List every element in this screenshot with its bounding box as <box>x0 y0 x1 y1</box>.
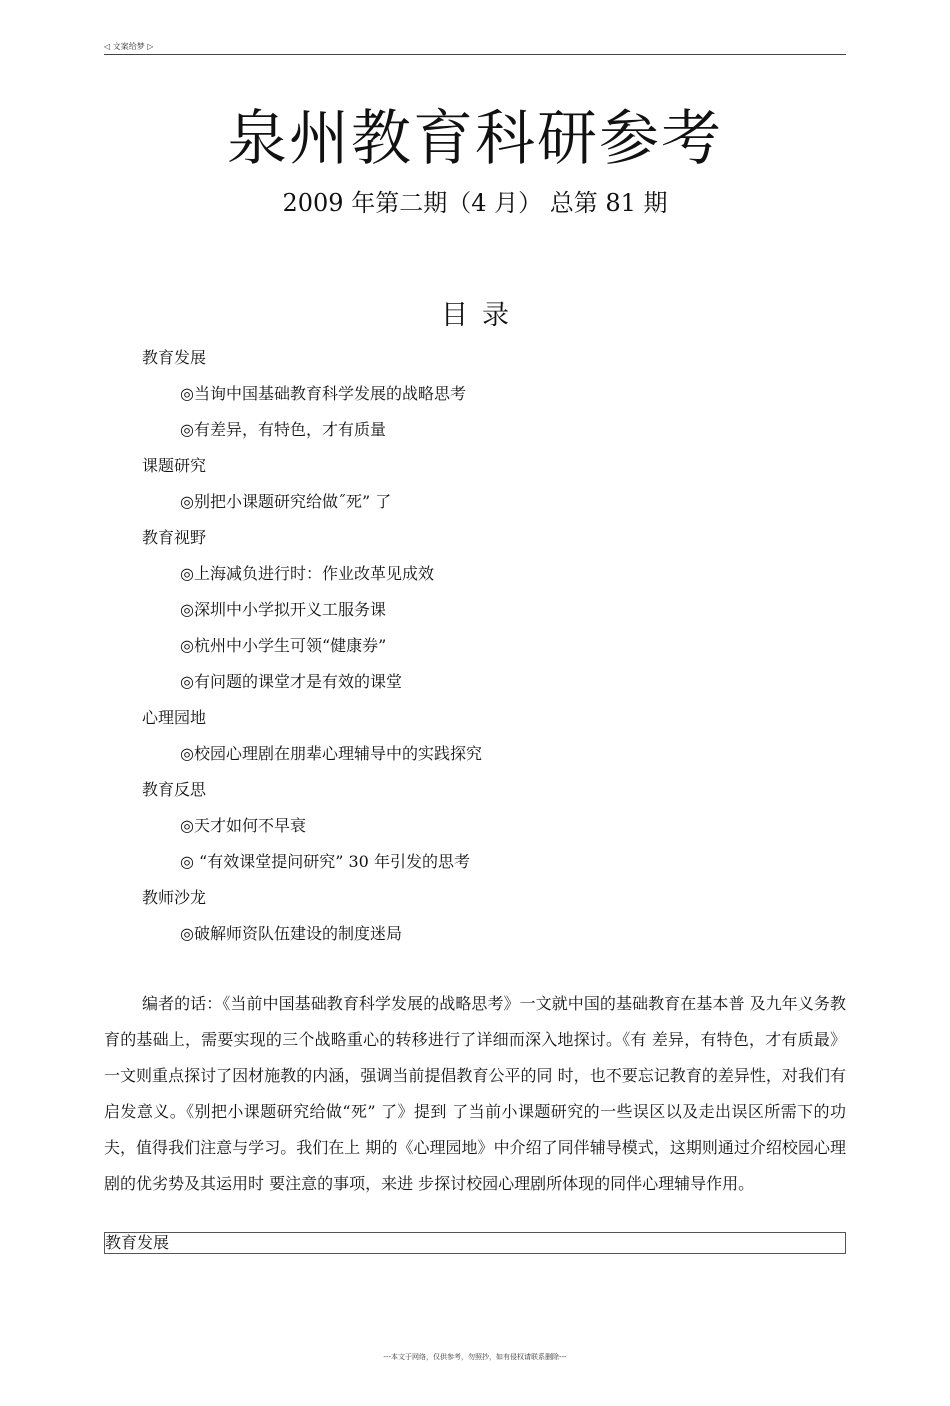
header-mark: ◁ 文案给梦 ▷ <box>104 42 154 51</box>
page-title: 泉州教育科研参考 <box>227 104 723 174</box>
table-of-contents <box>142 340 842 952</box>
toc-item[interactable]: ◎天才如何不早衰 <box>180 816 306 835</box>
footer-note: ---本文于网络，仅供参考，勿照抄，如有侵权请联系删除--- <box>383 1353 567 1361</box>
toc-item[interactable]: ◎有问题的课堂才是有效的课堂 <box>180 672 402 691</box>
toc-section[interactable]: 教育发展 <box>142 348 207 367</box>
toc-section[interactable]: 教育反思 <box>142 780 207 799</box>
toc-item[interactable]: ◎校园心理剧在朋辈心理辅导中的实践探究 <box>180 744 482 763</box>
toc-item[interactable]: ◎当询中国基础教育科学发展的战略思考 <box>180 384 466 403</box>
issue-line: 2009 年第二期（4 月） 总第 81 期 <box>282 189 668 217</box>
toc-item[interactable]: ◎ “有效课堂提问研究” 30 年引发的思考 <box>180 852 470 871</box>
section-label-box: 教育发展 <box>104 1232 846 1254</box>
toc-section[interactable]: 心理园地 <box>142 708 207 727</box>
toc-section[interactable]: 课题研究 <box>142 456 207 475</box>
header-rule <box>104 54 846 55</box>
toc-heading: 目录 <box>441 300 523 331</box>
toc-section[interactable]: 教师沙龙 <box>142 888 207 907</box>
toc-item[interactable]: ◎破解师资队伍建设的制度迷局 <box>180 924 402 943</box>
toc-item[interactable]: ◎深圳中小学拟开义工服务课 <box>180 600 386 619</box>
toc-item[interactable]: ◎别把小课题研究给做˝死” 了 <box>180 492 392 511</box>
toc-item[interactable]: ◎杭州中小学生可领“健康券” <box>180 636 387 655</box>
editor-note-text: 编者的话：《当前中国基础教育科学发展的战略思考》一文就中国的基础教育在基本普 及九年义务教育的基础上，需要实现的三个战略重心的转移进行了详细而深入地探讨。《有 差异，有特色，才有质最》一文则重点探讨了因材施教的内涵，强调当前提倡教育公平的同 时，也不要忘记教育的差异性，对我们有启发意义。《别把小课题研究给做“死” 了》提到 了当前小课题研究的一些误区以及走出误区所需下的功夫，值得我们注意与学习。我们在上 期的《心理园地》中介绍了同伴辅导模式，这期则通过介绍校园心理剧的优劣势及其运用时 要注意的事项，来进 步探讨校园心理剧所体现的同伴心理辅导作用。 <box>104 994 846 1193</box>
toc-section[interactable]: 教育视野 <box>142 528 207 547</box>
toc-item[interactable]: ◎有差异，有特色，才有质量 <box>180 420 386 439</box>
editor-note <box>104 986 846 1202</box>
toc-item[interactable]: ◎上海减负进行时：作业改革见成效 <box>180 564 434 583</box>
